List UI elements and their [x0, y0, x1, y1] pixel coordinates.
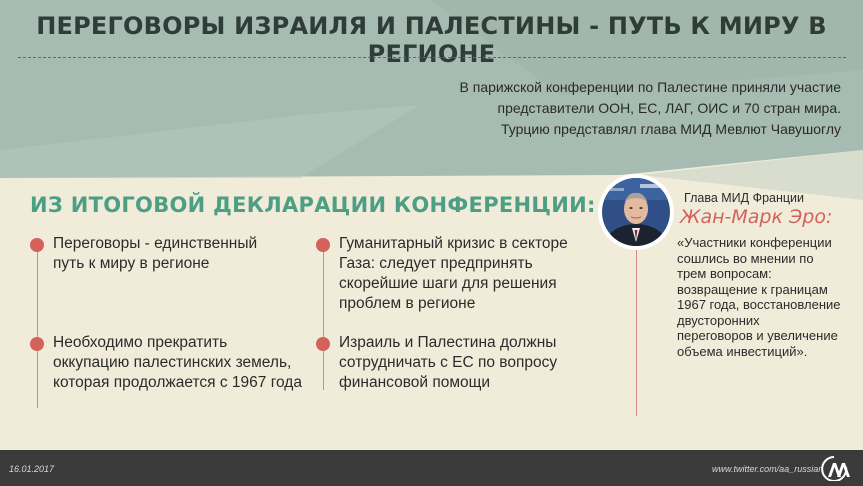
quote-line: сошлись во мнении по: [677, 250, 814, 266]
intro-line: В парижской конференции по Палестине приняли участие: [459, 79, 841, 95]
item-line: Необходимо прекратить: [53, 334, 228, 351]
bullet-dot-icon: [316, 337, 330, 351]
bullet-dot-icon: [30, 238, 44, 252]
item-line: Израиль и Палестина должны: [339, 334, 557, 351]
bullet-connector-right: [323, 244, 324, 390]
speaker-name: Жан-Марк Эро:: [680, 206, 833, 228]
quote-line: переговоров и увеличение: [677, 328, 838, 343]
quote-line: объема инвестиций».: [677, 343, 808, 359]
item-line: которая продолжается с 1967 года: [53, 374, 302, 391]
item-line: сотрудничать с ЕС по вопросу: [339, 354, 558, 371]
intro-line: представители ООН, ЕС, ЛАГ, ОИС и 70 стран мира.: [497, 100, 841, 116]
item-line: финансовой помощи: [339, 374, 491, 391]
quote-line: возвращение к границам: [677, 281, 828, 297]
intro-line: Турцию представлял глава МИД Мевлют Чавушоглу: [500, 121, 841, 137]
speaker-quote: [677, 235, 853, 359]
bullet-connector-left: [37, 244, 38, 408]
item-line: оккупацию палестинских земель,: [53, 354, 292, 371]
item-line: Газа: следует предпринять: [339, 255, 533, 272]
quote-line: двусторонних: [677, 312, 760, 328]
quote-line: трем вопросам:: [677, 266, 772, 281]
quote-divider: [636, 226, 637, 416]
item-line: скорейшие шаги для решения: [339, 275, 557, 292]
title-divider: [18, 57, 846, 58]
section-heading: ИЗ ИТОГОВОЙ ДЕКЛАРАЦИИ КОНФЕРЕНЦИИ:: [30, 193, 596, 217]
quote-line: 1967 года, восстановление: [677, 297, 841, 312]
speaker-role: Глава МИД Франции: [684, 191, 805, 205]
twitter-link[interactable]: www.twitter.com/aa_russian: [712, 464, 824, 474]
quote-line: «Участники конференции: [677, 235, 832, 250]
item-line: путь к миру в регионе: [53, 255, 210, 272]
intro-text: [371, 77, 841, 140]
bullet-dot-icon: [316, 238, 330, 252]
aa-logo-icon: [820, 455, 856, 481]
item-line: Переговоры - единственный: [53, 235, 258, 252]
item-line: проблем в регионе: [339, 295, 476, 312]
footer-bar: [0, 450, 863, 486]
speaker-avatar: [598, 174, 674, 250]
bullet-dot-icon: [30, 337, 44, 351]
page-title: ПЕРЕГОВОРЫ ИЗРАИЛЯ И ПАЛЕСТИНЫ - ПУТЬ К МИРУ В РЕГИОНЕ: [36, 12, 827, 68]
speaker-portrait-icon: [602, 178, 670, 246]
item-line: Гуманитарный кризис в секторе: [339, 235, 568, 252]
footer-date: 16.01.2017: [9, 464, 55, 474]
